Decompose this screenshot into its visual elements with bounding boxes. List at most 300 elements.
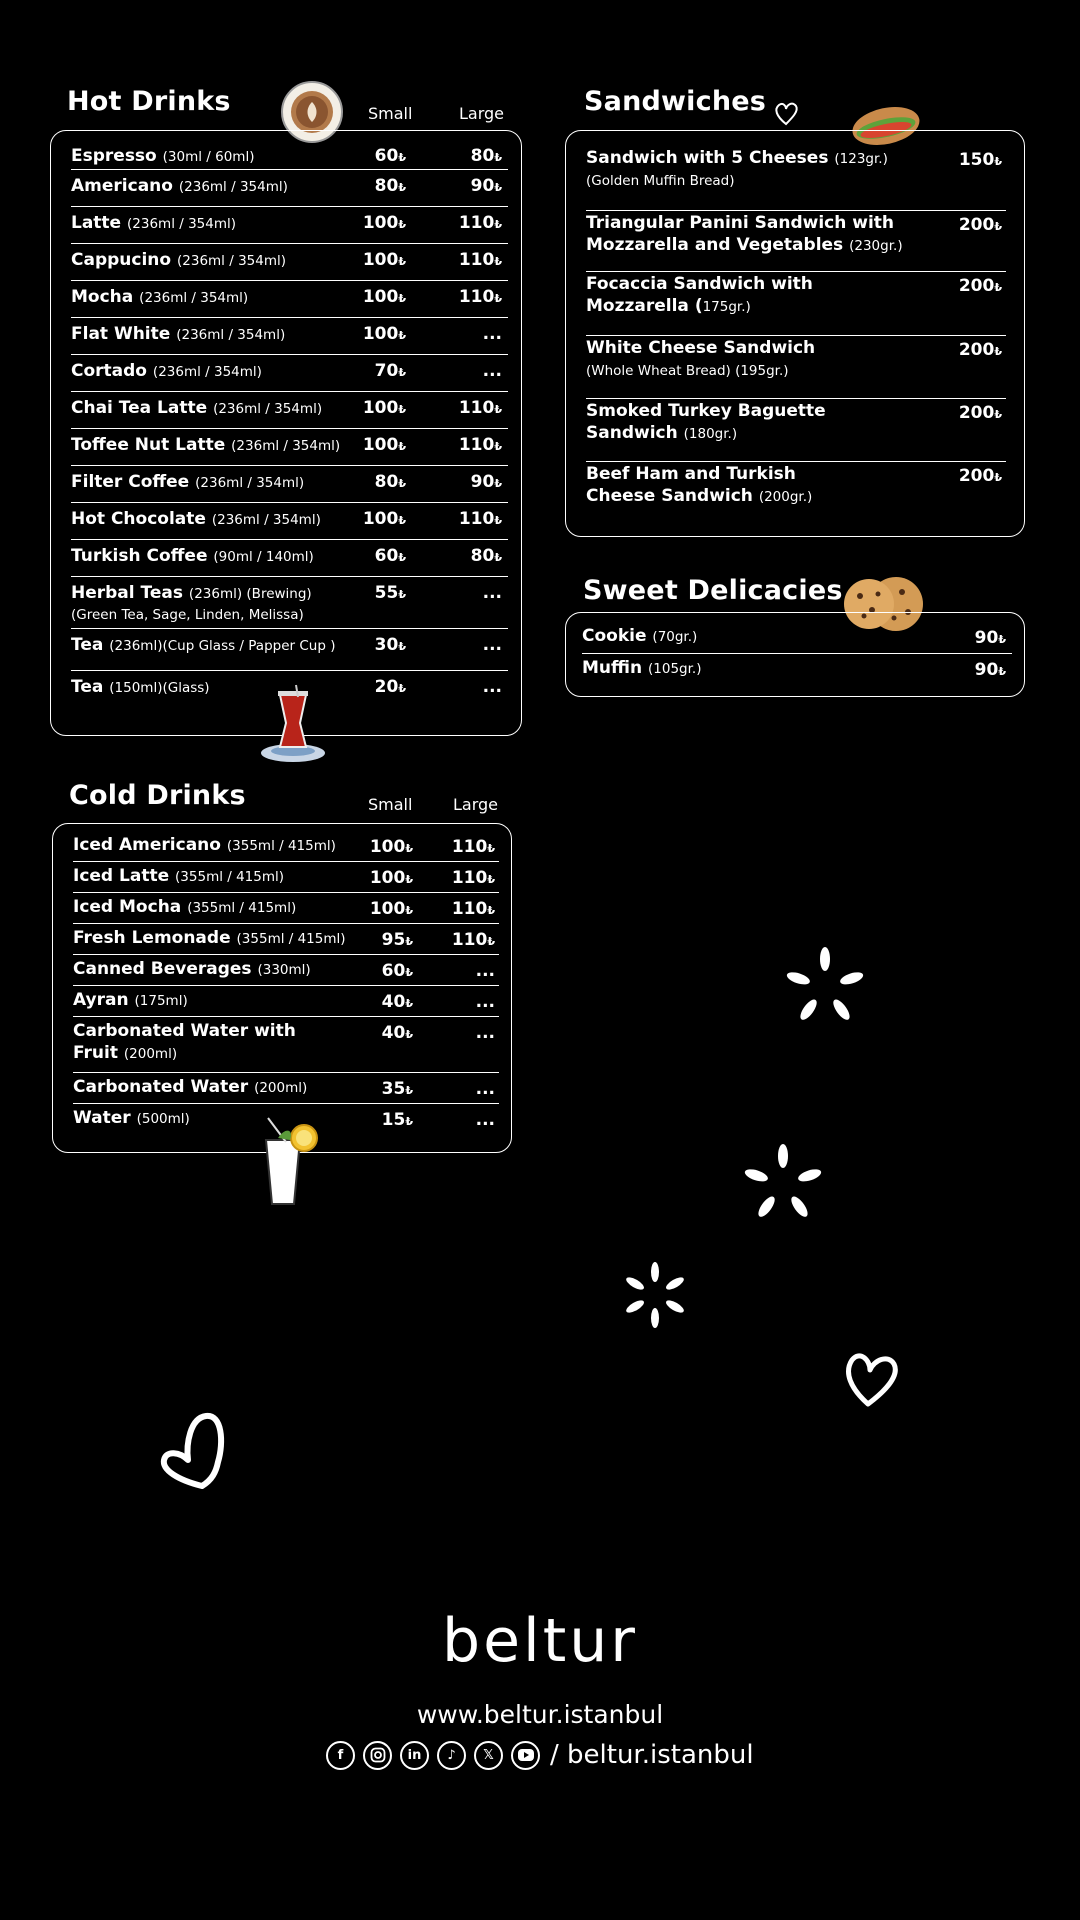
price-small-value: 15: [381, 1110, 406, 1130]
sandwich-row: [586, 398, 1006, 462]
sandwich-row: [586, 271, 1006, 336]
price-small: [375, 676, 406, 700]
currency-symbol: ₺: [405, 997, 413, 1010]
sandwich-name-text: Mozzarella (: [586, 296, 703, 316]
item-size: (175ml): [134, 993, 188, 1009]
item-name: [71, 582, 312, 605]
price-small: [375, 545, 406, 569]
item-size: (105gr.): [648, 661, 702, 677]
price-large-value: ...: [482, 583, 502, 603]
item-name: [71, 545, 314, 568]
sweet-price-value: 90: [974, 628, 999, 648]
price-small-value: 55: [374, 583, 399, 603]
sweets-title: Sweet Delicacies: [583, 575, 843, 606]
price-small: [370, 836, 413, 860]
price-large: [459, 434, 502, 458]
price-large-value: ...: [482, 324, 502, 344]
item-name: [71, 471, 304, 494]
item-size: (236ml / 354ml): [176, 327, 286, 343]
price-large: [483, 582, 502, 604]
currency-symbol: ₺: [487, 904, 495, 917]
price-small-value: 100: [362, 287, 399, 307]
item-name: [71, 508, 321, 531]
currency-symbol: ₺: [398, 682, 406, 695]
item-size: (236ml / 354ml): [127, 216, 237, 232]
sweet-price-value: 90: [974, 660, 999, 680]
sandwich-name-line2: [586, 234, 903, 257]
sandwich-name-text: Sandwich: [586, 423, 678, 443]
currency-symbol: ₺: [398, 218, 406, 231]
price-large: [476, 1078, 495, 1100]
price-small: [370, 867, 413, 891]
lemonade-glass-illustration: [256, 1116, 324, 1208]
currency-symbol: ₺: [994, 220, 1002, 233]
sandwich-price: [959, 465, 1002, 489]
sandwich-detail: (Golden Muffin Bread): [586, 173, 735, 189]
item-name: [71, 286, 248, 309]
item-size: (90ml / 140ml): [213, 549, 314, 565]
item-name: [71, 360, 262, 383]
item-size: (150ml)(Glass): [109, 680, 210, 696]
sweet-price: [975, 659, 1006, 683]
price-large: [459, 508, 502, 532]
item-name: [71, 634, 335, 657]
sandwich-row: [586, 210, 1006, 272]
price-large: [471, 145, 502, 169]
beltur-logo: beltur: [442, 1606, 638, 1676]
price-small: [375, 145, 406, 169]
item-name: [73, 1020, 296, 1042]
turkish-tea-illustration: [258, 683, 328, 765]
price-large-value: 110: [458, 509, 495, 529]
currency-symbol: ₺: [494, 551, 502, 564]
sandwich-row: [586, 335, 1006, 399]
price-large: [459, 397, 502, 421]
price-small-value: 40: [381, 1023, 406, 1043]
price-large: [483, 634, 502, 656]
price-small-value: 100: [362, 324, 399, 344]
sweet-row: [582, 621, 1012, 654]
item-size: (236ml) (Brewing): [188, 586, 312, 602]
item-name-text: Cappucino: [71, 250, 172, 270]
price-large-value: ...: [475, 961, 495, 981]
item-name-text: Iced Americano: [73, 835, 221, 855]
item-size: (236ml / 354ml): [139, 290, 249, 306]
item-name: [71, 434, 340, 457]
sandwich-name-text: White Cheese Sandwich: [586, 338, 816, 358]
currency-symbol: ₺: [405, 1028, 413, 1041]
price-small-value: 100: [362, 213, 399, 233]
item-name-text: Muffin: [582, 658, 643, 678]
price-small: [363, 286, 406, 310]
currency-symbol: ₺: [405, 904, 413, 917]
hot-drink-row: [71, 539, 508, 577]
social-handle[interactable]: / beltur.istanbul: [550, 1740, 754, 1770]
item-name-text: Hot Chocolate: [71, 509, 206, 529]
item-name-text: Iced Latte: [73, 866, 170, 886]
price-small-value: 95: [381, 930, 406, 950]
price-large: [452, 929, 495, 953]
social-bar: [326, 1738, 754, 1772]
currency-symbol: ₺: [998, 665, 1006, 678]
item-name-text: Turkish Coffee: [71, 546, 208, 566]
sandwich-weight: (180gr.): [683, 426, 738, 442]
hot-col-small: Small: [368, 104, 413, 123]
currency-symbol: ₺: [405, 873, 413, 886]
item-name: [73, 989, 188, 1012]
sandwich-name-line2: [586, 359, 789, 382]
cold-drink-row: [73, 954, 499, 986]
price-large: [459, 212, 502, 236]
currency-symbol: ₺: [405, 1115, 413, 1128]
sandwich-name-line2: [586, 422, 737, 445]
hot-drink-row: [71, 280, 508, 318]
item-name: [71, 249, 286, 272]
sandwich-name: [586, 337, 815, 359]
item-name: [71, 323, 285, 346]
heart-icon: [840, 1348, 902, 1410]
facebook-icon[interactable]: f: [326, 1741, 355, 1770]
price-small: [363, 249, 406, 273]
currency-symbol: ₺: [994, 281, 1002, 294]
price-small-value: 100: [362, 435, 399, 455]
sandwich-row: [586, 461, 1006, 523]
item-name-text: Cookie: [582, 626, 647, 646]
price-small: [363, 212, 406, 236]
sandwich-price: [959, 275, 1002, 299]
currency-symbol: ₺: [398, 477, 406, 490]
price-small: [375, 175, 406, 199]
hot-drink-row: [71, 428, 508, 466]
currency-symbol: ₺: [994, 155, 1002, 168]
sandwich-name-text: Triangular Panini Sandwich with: [586, 213, 895, 233]
sandwich-weight: 175gr.): [702, 299, 751, 315]
currency-symbol: ₺: [494, 514, 502, 527]
price-large: [483, 676, 502, 698]
price-large-value: 110: [458, 213, 495, 233]
sandwich-name-text: Beef Ham and Turkish: [586, 464, 796, 484]
currency-symbol: ₺: [405, 966, 413, 979]
price-small-value: 20: [374, 677, 399, 697]
currency-symbol: ₺: [494, 403, 502, 416]
price-large: [452, 836, 495, 860]
item-name: [73, 1107, 190, 1130]
price-small-value: 60: [374, 146, 399, 166]
item-size: (236ml / 354ml): [211, 512, 321, 528]
currency-symbol: ₺: [994, 408, 1002, 421]
currency-symbol: ₺: [494, 181, 502, 194]
item-size: (355ml / 415ml): [226, 838, 336, 854]
item-name-text: Espresso: [71, 146, 157, 166]
sandwich-detail: (Whole Wheat Bread) (195gr.): [586, 363, 789, 379]
price-large-value: ...: [475, 1110, 495, 1130]
price-small: [382, 929, 413, 953]
sandwich-name: [586, 463, 796, 485]
price-small-value: 100: [362, 398, 399, 418]
cold-drink-row: [73, 861, 499, 893]
currency-symbol: ₺: [398, 329, 406, 342]
price-large-value: 110: [451, 837, 488, 857]
item-size: (355ml / 415ml): [187, 900, 297, 916]
currency-symbol: ₺: [398, 255, 406, 268]
sandwich-name: [586, 147, 888, 170]
price-small-value: 40: [381, 992, 406, 1012]
sandwich-name: [586, 400, 826, 422]
currency-symbol: ₺: [398, 588, 406, 601]
currency-symbol: ₺: [494, 292, 502, 305]
instagram-icon[interactable]: [363, 1741, 392, 1770]
price-large: [452, 898, 495, 922]
sparkle-icon: [740, 1143, 826, 1225]
item-name: [73, 927, 346, 950]
sweets-panel: [565, 612, 1025, 697]
sandwich-price: [959, 339, 1002, 363]
hot-drink-row: [71, 502, 508, 540]
item-name: [73, 865, 284, 888]
price-large-value: 110: [458, 287, 495, 307]
item-name-text: Flat White: [71, 324, 171, 344]
cold-drink-row: [73, 830, 499, 862]
price-large-value: 110: [451, 899, 488, 919]
item-name-text: Filter Coffee: [71, 472, 190, 492]
sandwiches-title: Sandwiches: [584, 86, 767, 117]
sandwich-name-text: Smoked Turkey Baguette: [586, 401, 826, 421]
price-large-value: 110: [451, 930, 488, 950]
item-size: (236ml)(Cup Glass / Papper Cup ): [109, 638, 336, 654]
price-small: [375, 582, 406, 606]
price-large: [476, 960, 495, 982]
currency-symbol: ₺: [398, 181, 406, 194]
hot-drink-row: [71, 243, 508, 281]
sandwich-price: [959, 149, 1002, 173]
price-small: [375, 634, 406, 658]
currency-symbol: ₺: [494, 477, 502, 490]
price-large-value: ...: [475, 992, 495, 1012]
item-name: [71, 175, 288, 198]
item-ingredients: (Green Tea, Sage, Linden, Melissa): [71, 607, 304, 623]
price-large-value: 90: [470, 176, 495, 196]
price-large: [459, 286, 502, 310]
item-size: (200ml): [254, 1080, 308, 1096]
item-size: (70gr.): [652, 629, 698, 645]
price-small-value: 60: [381, 961, 406, 981]
currency-symbol: ₺: [994, 345, 1002, 358]
price-small: [363, 397, 406, 421]
price-small-value: 30: [374, 635, 399, 655]
x-icon[interactable]: 𝕏: [474, 1741, 503, 1770]
item-name: [71, 212, 236, 235]
price-large: [471, 175, 502, 199]
price-large-value: 80: [470, 546, 495, 566]
item-size: (200ml): [123, 1046, 178, 1062]
item-size: (236ml / 354ml): [213, 401, 323, 417]
hot-drink-row: [71, 139, 508, 170]
currency-symbol: ₺: [494, 255, 502, 268]
item-name-text: Herbal Teas: [71, 583, 183, 603]
sweet-row: [582, 653, 1012, 685]
currency-symbol: ₺: [398, 151, 406, 164]
currency-symbol: ₺: [487, 935, 495, 948]
sandwich-name: [586, 273, 813, 295]
sandwich-price-value: 200: [958, 276, 995, 296]
sandwich-price-value: 150: [958, 150, 995, 170]
sandwich-name: [586, 212, 894, 234]
item-name: [73, 834, 336, 857]
cold-drink-row: [73, 1072, 499, 1104]
item-size: (330ml): [257, 962, 311, 978]
cold-drink-row: [73, 923, 499, 955]
item-name-line2: [73, 1042, 177, 1065]
price-large: [483, 360, 502, 382]
item-size: (355ml / 415ml): [236, 931, 346, 947]
sandwich-price: [959, 402, 1002, 426]
item-name-text: Iced Mocha: [73, 897, 182, 917]
currency-symbol: ₺: [494, 151, 502, 164]
item-name: [71, 676, 210, 699]
item-name: [73, 1076, 307, 1099]
sandwich-weight: (200gr.): [758, 489, 813, 505]
price-large: [459, 249, 502, 273]
price-large-value: 90: [470, 472, 495, 492]
currency-symbol: ₺: [398, 514, 406, 527]
price-large-value: ...: [482, 361, 502, 381]
item-name-text: Water: [73, 1108, 131, 1128]
item-name: [73, 958, 311, 981]
sandwich-price-value: 200: [958, 340, 995, 360]
cold-col-small: Small: [368, 795, 413, 814]
price-large-value: ...: [475, 1023, 495, 1043]
cold-drink-row: [73, 1016, 499, 1073]
price-large-value: 110: [458, 250, 495, 270]
item-size: (30ml / 60ml): [162, 149, 255, 165]
item-name: [582, 657, 702, 680]
website-link[interactable]: www.beltur.istanbul: [416, 1700, 664, 1729]
price-large-value: ...: [482, 677, 502, 697]
item-name-text: Americano: [71, 176, 173, 196]
hot-drink-row: [71, 317, 508, 355]
price-small-value: 60: [374, 546, 399, 566]
sandwich-name-line2: [586, 295, 751, 318]
item-name-text: Mocha: [71, 287, 134, 307]
item-name-text: Ayran: [73, 990, 129, 1010]
price-small: [375, 471, 406, 495]
hot-col-large: Large: [459, 104, 505, 123]
item-size: (236ml / 354ml): [177, 253, 287, 269]
tiktok-icon[interactable]: ♪: [437, 1741, 466, 1770]
currency-symbol: ₺: [487, 842, 495, 855]
hot-drink-row: [71, 391, 508, 429]
cold-drink-row: [73, 985, 499, 1017]
price-small: [382, 1078, 413, 1102]
price-large: [471, 471, 502, 495]
price-small-value: 80: [374, 472, 399, 492]
sandwich-row: [586, 145, 1006, 211]
cold-drink-row: [73, 892, 499, 924]
price-small-value: 70: [374, 361, 399, 381]
item-size: (236ml / 354ml): [152, 364, 262, 380]
currency-symbol: ₺: [398, 403, 406, 416]
hot-drinks-panel: [50, 130, 522, 736]
price-large-value: 110: [458, 435, 495, 455]
item-name-text: Carbonated Water: [73, 1077, 249, 1097]
price-small-value: 35: [381, 1079, 406, 1099]
item-name: [71, 397, 322, 420]
sandwiches-panel: [565, 130, 1025, 537]
linkedin-icon[interactable]: in: [400, 1741, 429, 1770]
item-name-text: Tea: [71, 635, 104, 655]
sandwich-price-value: 200: [958, 403, 995, 423]
hot-drink-row: [71, 354, 508, 392]
item-name-text: Latte: [71, 213, 122, 233]
sandwich-name-text: Focaccia Sandwich with: [586, 274, 813, 294]
price-small: [375, 360, 406, 384]
item-name-text: Canned Beverages: [73, 959, 252, 979]
heart-icon: [158, 1408, 238, 1492]
price-small: [382, 1109, 413, 1133]
currency-symbol: ₺: [994, 471, 1002, 484]
currency-symbol: ₺: [405, 842, 413, 855]
price-large: [476, 991, 495, 1013]
sparkle-icon: [780, 945, 870, 1030]
currency-symbol: ₺: [998, 633, 1006, 646]
item-name-text: Fresh Lemonade: [73, 928, 231, 948]
price-large-value: ...: [475, 1079, 495, 1099]
price-large: [471, 545, 502, 569]
sandwich-name-text: Mozzarella and Vegetables: [586, 235, 844, 255]
sweet-price: [975, 627, 1006, 651]
item-name: [73, 896, 296, 919]
cold-drinks-panel: [52, 823, 512, 1153]
currency-symbol: ₺: [405, 1084, 413, 1097]
price-small-value: 100: [369, 837, 406, 857]
sandwich-weight: (230gr.): [849, 238, 903, 254]
sandwich-name-line2: [586, 169, 735, 192]
sparkle-icon: [620, 1262, 690, 1328]
price-small: [382, 960, 413, 984]
youtube-icon[interactable]: [511, 1741, 540, 1770]
item-name-text: Carbonated Water with: [73, 1021, 296, 1041]
item-name: [582, 625, 697, 648]
price-large-value: 110: [458, 398, 495, 418]
item-size: (236ml / 354ml): [178, 179, 288, 195]
price-small-value: 80: [374, 176, 399, 196]
currency-symbol: ₺: [398, 440, 406, 453]
hot-drink-row: [71, 169, 508, 207]
item-name-text: Chai Tea Latte: [71, 398, 208, 418]
price-large: [476, 1109, 495, 1131]
hot-drink-row: [71, 206, 508, 244]
item-name-text: Cortado: [71, 361, 147, 381]
small-heart-icon: [772, 99, 800, 127]
price-small: [382, 991, 413, 1015]
item-size: (500ml): [136, 1111, 190, 1127]
sandwich-name-text: Cheese Sandwich: [586, 486, 753, 506]
price-large: [483, 323, 502, 345]
price-small-value: 100: [362, 250, 399, 270]
price-large: [476, 1022, 495, 1044]
item-size: (355ml / 415ml): [175, 869, 285, 885]
price-large-value: 80: [470, 146, 495, 166]
price-small-value: 100: [362, 509, 399, 529]
currency-symbol: ₺: [398, 292, 406, 305]
price-small: [363, 434, 406, 458]
item-size: (236ml / 354ml): [231, 438, 341, 454]
price-small-value: 100: [369, 899, 406, 919]
price-large-value: ...: [482, 635, 502, 655]
sandwich-price-value: 200: [958, 215, 995, 235]
currency-symbol: ₺: [405, 935, 413, 948]
item-name-text: Toffee Nut Latte: [71, 435, 226, 455]
